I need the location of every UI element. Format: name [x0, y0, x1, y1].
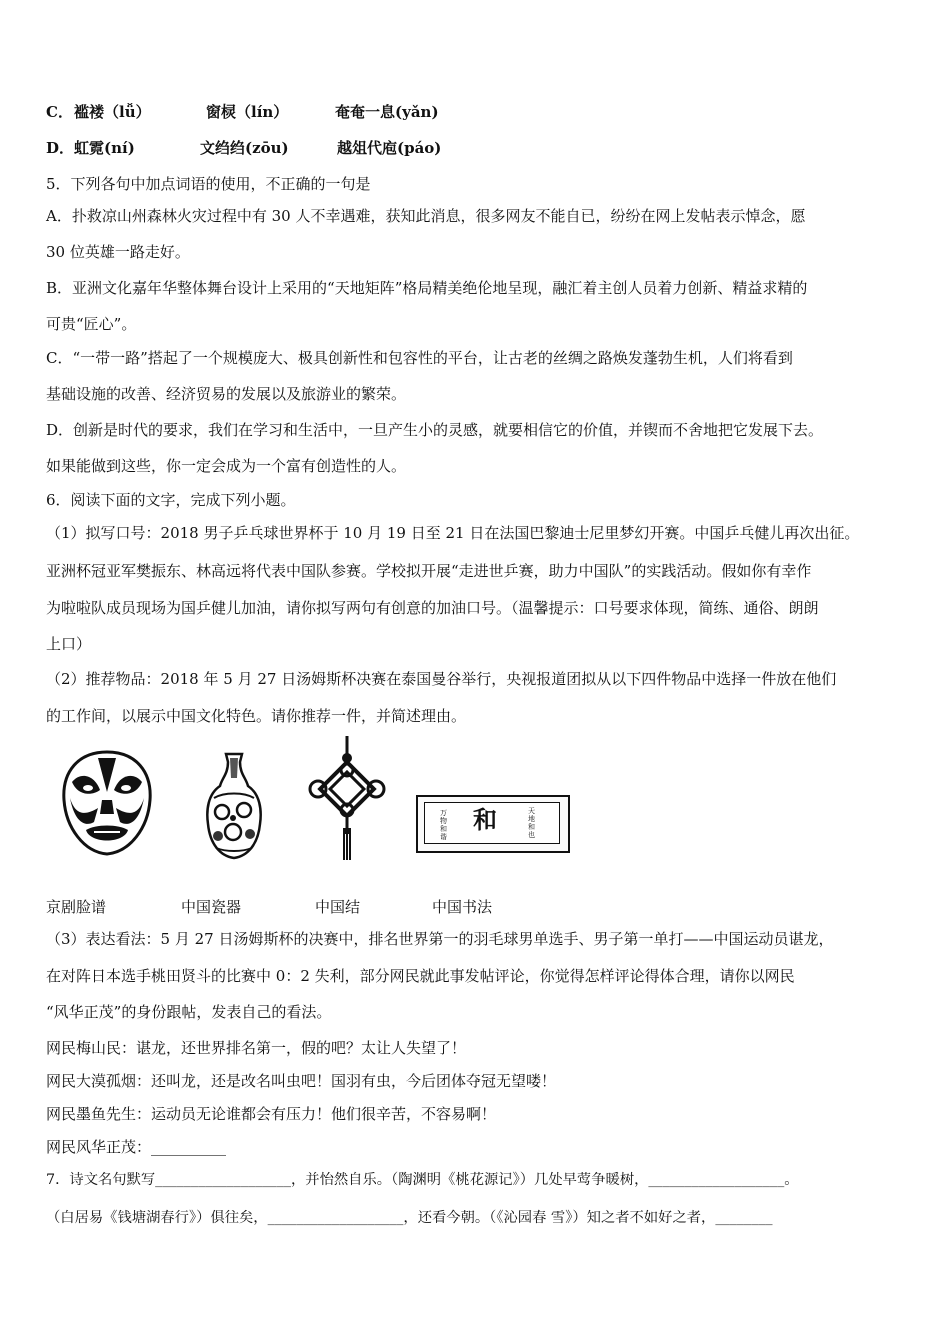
option-label: C． — [46, 103, 73, 121]
chinese-calligraphy-scroll-image — [416, 795, 570, 853]
calligraphy-side-text: 万物和谐 — [440, 809, 447, 841]
q5-option-b-cont: 可贵“匠心”。 — [46, 315, 137, 333]
q5-option-d: D．创新是时代的要求，我们在学习和生活中，一旦产生小的灵感，就要相信它的价值，并锲而不舍地把它发展下去。 — [46, 421, 824, 439]
q6-part3: （3）表达看法：5 月 27 日汤姆斯杯的决赛中，排名世界第一的羽毛球男单选手、男子第一单打——中国运动员谌龙， — [46, 930, 834, 948]
question-7-line-1: 7．诗文名句默写___________________，并怡然自乐。（陶渊明《桃花源记》）几处早莺争暖树，___________________。 — [46, 1172, 799, 1188]
option-item: 褴褛（lǚ） — [74, 103, 151, 121]
q6-part2-cont: 的工作间，以展示中国文化特色。请你推荐一件，并简述理由。 — [46, 707, 467, 725]
q5-option-b: B．亚洲文化嘉年华整体舞台设计上采用的“天地矩阵”格局精美绝伦地呈现，融汇着主创人员着力创新、精益求精的 — [46, 279, 808, 297]
image-caption-knot: 中国结 — [315, 898, 361, 916]
chinese-knot-image — [308, 736, 386, 860]
calligraphy-main-character: 和 — [473, 805, 497, 834]
netizen-answer-blank: 网民风华正茂：__________ — [46, 1138, 227, 1156]
netizen-comment: 网民梅山民：谌龙，还世界排名第一，假的吧？太让人失望了！ — [46, 1039, 467, 1057]
image-caption-opera-mask: 京剧脸谱 — [46, 898, 107, 916]
peking-opera-mask-image — [58, 748, 156, 858]
q6-part1-cont: 上口） — [46, 635, 92, 653]
question-6-stem: 6．阅读下面的文字，完成下列小题。 — [46, 491, 296, 509]
option-item: 文绉绉(zōu) — [200, 139, 289, 157]
q6-part3-cont: “风华正茂”的身份跟帖，发表自己的看法。 — [46, 1003, 332, 1021]
option-item: 奄奄一息(yǎn) — [335, 103, 439, 121]
chinese-porcelain-vase-image — [204, 752, 264, 860]
option-item: 虹霓(ní) — [74, 139, 135, 157]
image-caption-calligraphy: 中国书法 — [432, 898, 493, 916]
q6-part2: （2）推荐物品：2018 年 5 月 27 日汤姆斯杯决赛在泰国曼谷举行，央视报道团拟从以下四件物品中选择一件放在他们 — [46, 670, 837, 688]
netizen-comment: 网民墨鱼先生：运动员无论谁都会有压力！他们很辛苦，不容易啊！ — [46, 1105, 497, 1123]
option-label: D． — [46, 139, 75, 157]
option-item: 窗棂（lín） — [206, 103, 289, 121]
question-5-stem: 5．下列各句中加点词语的使用，不正确的一句是 — [46, 175, 371, 193]
calligraphy-side-text: 天地和也 — [528, 807, 535, 839]
q5-option-d-cont: 如果能做到这些，你一定会成为一个富有创造性的人。 — [46, 457, 407, 475]
q6-part3-cont: 在对阵日本选手桃田贤斗的比赛中 0：2 失利，部分网民就此事发帖评论，你觉得怎样评论得体合理，请你以网民 — [46, 967, 795, 985]
q5-option-a-cont: 30 位英雄一路走好。 — [46, 243, 190, 261]
netizen-comment: 网民大漠孤烟：还叫龙，还是改名叫虫吧！国羽有虫，今后团体夺冠无望喽！ — [46, 1072, 557, 1090]
q5-option-c: C．“一带一路”搭起了一个规模庞大、极具创新性和包容性的平台，让古老的丝绸之路焕发蓬勃生机，人们将看到 — [46, 349, 793, 367]
q6-part1-cont: 为啦啦队成员现场为国乒健儿加油，请你拟写两句有创意的加油口号。（温馨提示：口号要求体现，简练、通俗、朗朗 — [46, 599, 819, 617]
option-item: 越俎代庖(páo) — [337, 139, 442, 157]
q5-option-c-cont: 基础设施的改善、经济贸易的发展以及旅游业的繁荣。 — [46, 385, 407, 403]
question-7-line-2: （白居易《钱塘湖春行》）俱往矣，___________________，还看今朝。（《沁园春 雪》）知之者不如好之者，________ — [46, 1210, 773, 1226]
q5-option-a: A．扑救凉山州森林火灾过程中有 30 人不幸遇难，获知此消息，很多网友不能自已，纷纷在网上发帖表示悼念，愿 — [46, 207, 806, 225]
q6-part1-cont: 亚洲杯冠亚军樊振东、林高远将代表中国队参赛。学校拟开展“走进世乒赛，助力中国队”的实践活动。假如你有幸作 — [46, 562, 812, 580]
image-caption-porcelain: 中国瓷器 — [181, 898, 242, 916]
q6-part1: （1）拟写口号：2018 男子乒乓球世界杯于 10 月 19 日至 21 日在法国巴黎迪士尼里梦幻开赛。中国乒乓健儿再次出征。 — [46, 524, 860, 542]
